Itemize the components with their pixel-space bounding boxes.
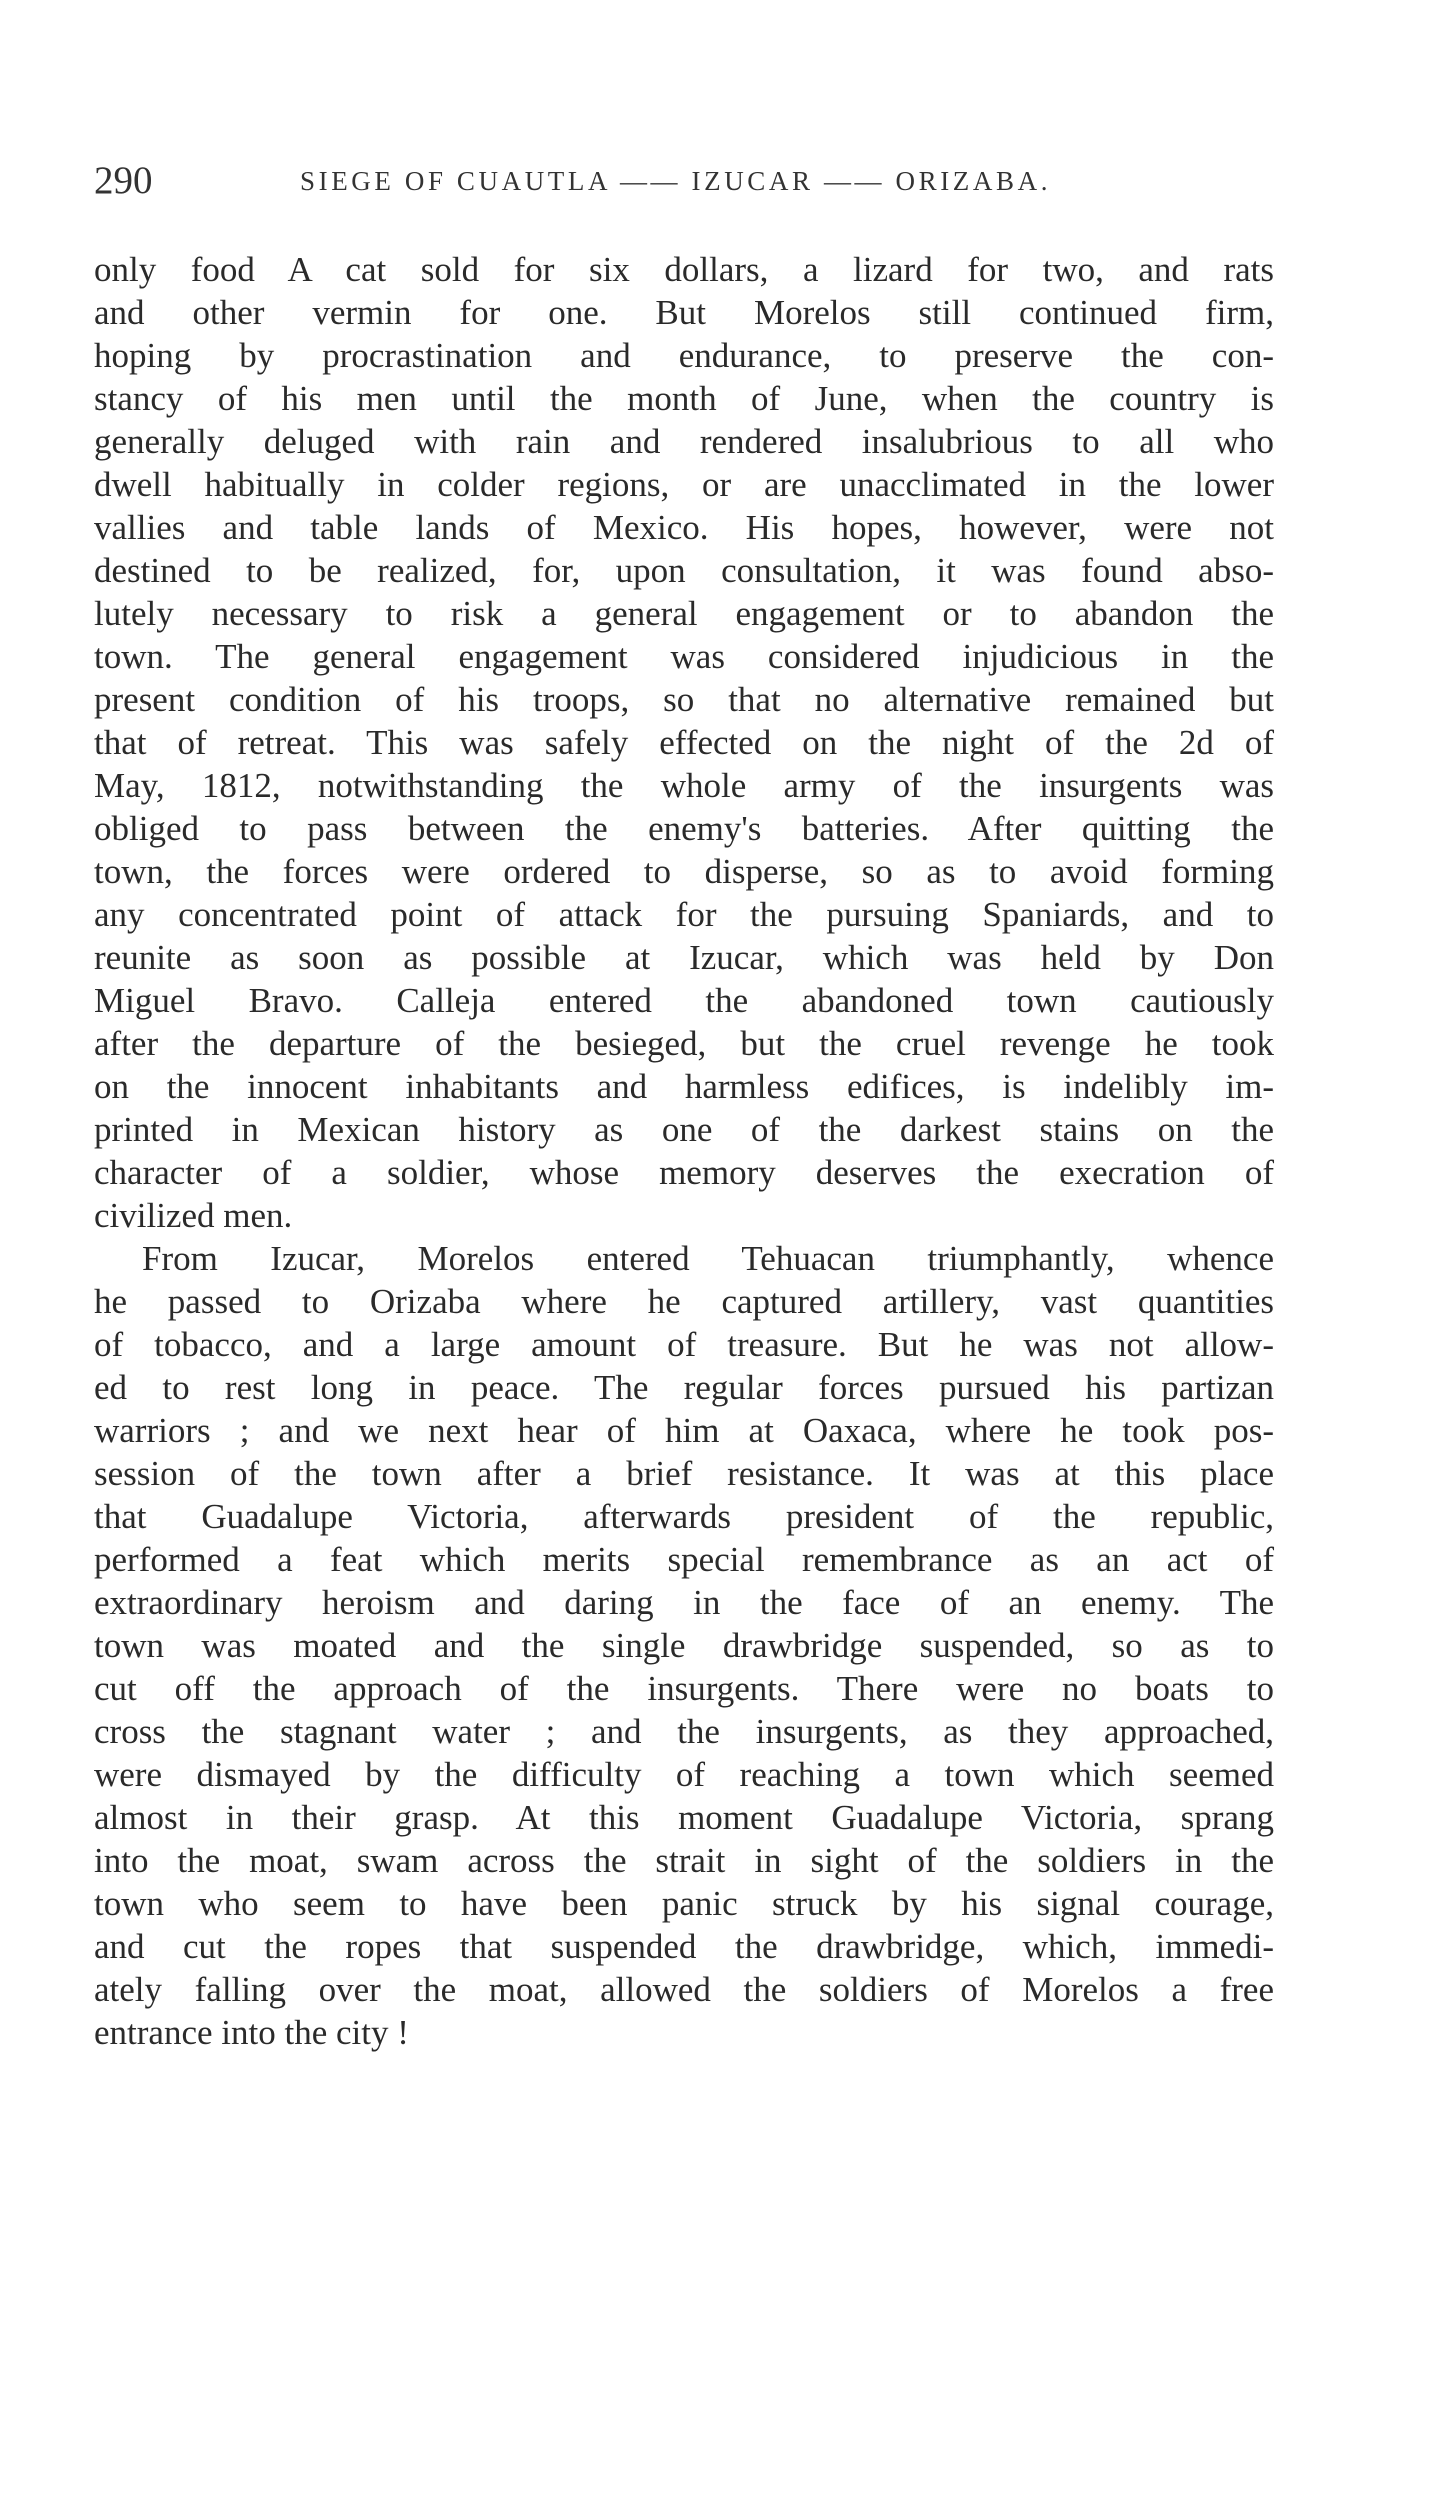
text-line: cut off the approach of the insurgents. There were no boats to bbox=[94, 1669, 1274, 1708]
text-line: present condition of his troops, so that no alternative remained but bbox=[94, 680, 1274, 719]
text-line: only food A cat sold for six dollars, a lizard for two, and rats bbox=[94, 250, 1274, 289]
text-line: civilized men. bbox=[94, 1196, 293, 1235]
text-line: that of retreat. This was safely effected on the night of the 2d of bbox=[94, 723, 1274, 762]
text-line: entrance into the city ! bbox=[94, 2013, 409, 2052]
text-line: after the departure of the besieged, but the cruel revenge he took bbox=[94, 1024, 1274, 1063]
text-line: obliged to pass between the enemy's batteries. After quitting the bbox=[94, 809, 1274, 848]
text-line: From Izucar, Morelos entered Tehuacan triumphantly, whence bbox=[142, 1239, 1274, 1278]
text-line: into the moat, swam across the strait in sight of the soldiers in the bbox=[94, 1841, 1274, 1880]
text-line: town who seem to have been panic struck by his signal courage, bbox=[94, 1884, 1274, 1923]
text-line: destined to be realized, for, upon consultation, it was found abso- bbox=[94, 551, 1274, 590]
text-line: session of the town after a brief resistance. It was at this place bbox=[94, 1454, 1274, 1493]
page-number: 290 bbox=[94, 159, 153, 202]
text-line: ed to rest long in peace. The regular forces pursued his partizan bbox=[94, 1368, 1274, 1407]
text-line: hoping by procrastination and endurance, to preserve the con- bbox=[94, 336, 1274, 375]
text-line: and cut the ropes that suspended the drawbridge, which, immedi- bbox=[94, 1927, 1274, 1966]
text-line: reunite as soon as possible at Izucar, which was held by Don bbox=[94, 938, 1274, 977]
running-head: SIEGE OF CUAUTLA —— IZUCAR —— ORIZABA. bbox=[300, 166, 1052, 196]
text-line: Miguel Bravo. Calleja entered the abandoned town cautiously bbox=[94, 981, 1274, 1020]
text-line: May, 1812, notwithstanding the whole army of the insurgents was bbox=[94, 766, 1274, 805]
text-line: town. The general engagement was considered injudicious in the bbox=[94, 637, 1274, 676]
text-line: and other vermin for one. But Morelos still continued firm, bbox=[94, 293, 1274, 332]
text-line: town, the forces were ordered to disperse, so as to avoid forming bbox=[94, 852, 1274, 891]
text-line: any concentrated point of attack for the pursuing Spaniards, and to bbox=[94, 895, 1274, 934]
text-line: stancy of his men until the month of June, when the country is bbox=[94, 379, 1274, 418]
text-line: warriors ; and we next hear of him at Oaxaca, where he took pos- bbox=[94, 1411, 1274, 1450]
text-line: performed a feat which merits special remembrance as an act of bbox=[94, 1540, 1274, 1579]
text-line: printed in Mexican history as one of the darkest stains on the bbox=[94, 1110, 1274, 1149]
text-line: that Guadalupe Victoria, afterwards president of the republic, bbox=[94, 1497, 1274, 1536]
paragraph bbox=[94, 1237, 1274, 2054]
text-line: were dismayed by the difficulty of reaching a town which seemed bbox=[94, 1755, 1274, 1794]
text-line: lutely necessary to risk a general engagement or to abandon the bbox=[94, 594, 1274, 633]
text-line: on the innocent inhabitants and harmless edifices, is indelibly im- bbox=[94, 1067, 1274, 1106]
text-line: cross the stagnant water ; and the insurgents, as they approached, bbox=[94, 1712, 1274, 1751]
text-line: almost in their grasp. At this moment Guadalupe Victoria, sprang bbox=[94, 1798, 1274, 1837]
text-line: dwell habitually in colder regions, or are unacclimated in the lower bbox=[94, 465, 1274, 504]
text-line: of tobacco, and a large amount of treasure. But he was not allow- bbox=[94, 1325, 1274, 1364]
text-line: generally deluged with rain and rendered insalubrious to all who bbox=[94, 422, 1274, 461]
text-line: he passed to Orizaba where he captured artillery, vast quantities bbox=[94, 1282, 1274, 1321]
text-line: extraordinary heroism and daring in the face of an enemy. The bbox=[94, 1583, 1274, 1622]
text-line: ately falling over the moat, allowed the soldiers of Morelos a free bbox=[94, 1970, 1274, 2009]
text-line: town was moated and the single drawbridge suspended, so as to bbox=[94, 1626, 1274, 1665]
text-line: vallies and table lands of Mexico. His hopes, however, were not bbox=[94, 508, 1274, 547]
page-header bbox=[94, 158, 1274, 208]
body-text bbox=[94, 248, 1274, 2054]
text-line: character of a soldier, whose memory deserves the execration of bbox=[94, 1153, 1274, 1192]
paragraph bbox=[94, 248, 1274, 1237]
